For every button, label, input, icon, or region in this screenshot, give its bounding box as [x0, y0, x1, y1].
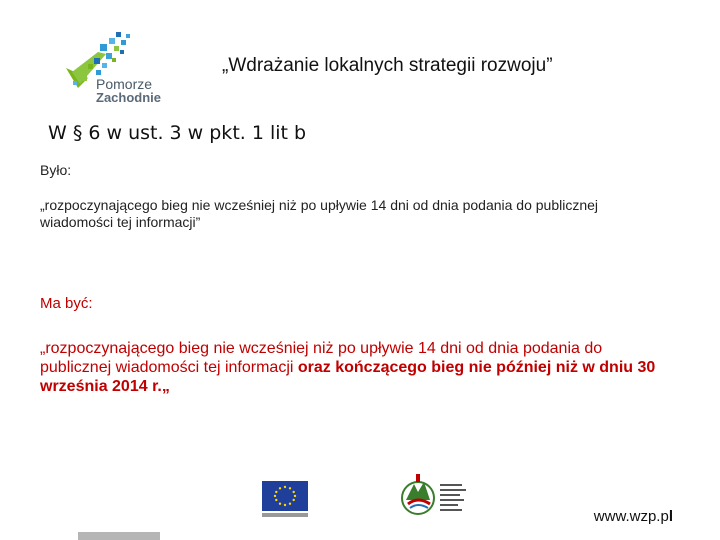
- prow-program-logo-icon: [400, 470, 474, 524]
- eu-flag-icon: [262, 481, 308, 511]
- page-title: „Wdrażanie lokalnych strategii rozwoju”: [222, 55, 553, 76]
- footer-url-main: www.wzp.p: [593, 508, 669, 525]
- footer-grey-bar: [78, 532, 160, 540]
- footer-url-last: l: [668, 508, 673, 525]
- logo-text-zachodnie: Zachodnie: [96, 90, 162, 105]
- should-be-label: Ma być:: [40, 295, 93, 312]
- should-be-text-bold: oraz kończącego bieg nie później niż w dniu 30 września 2014 r: [40, 359, 656, 395]
- was-label: Było:: [40, 162, 72, 178]
- eu-flag-caption: [262, 513, 308, 517]
- footer-url[interactable]: [594, 508, 673, 525]
- page-subtitle: W § 6 w ust. 3 w pkt. 1 lit b: [48, 122, 307, 144]
- should-be-text: [40, 339, 660, 396]
- was-text: „rozpoczynającego bieg nie wcześniej niż po upływie 14 dni od dnia podania do publicznej wiadomości tej informacji”: [40, 197, 599, 230]
- should-be-text-end: .„: [157, 378, 170, 395]
- logo-text-pomorze: Pomorze: [96, 76, 153, 92]
- should-be-text-part1: „rozpoczynającego bieg nie wcześniej niż po upływie 14 dni od dnia podania do publicznej wiadomości tej informacji: [40, 340, 603, 376]
